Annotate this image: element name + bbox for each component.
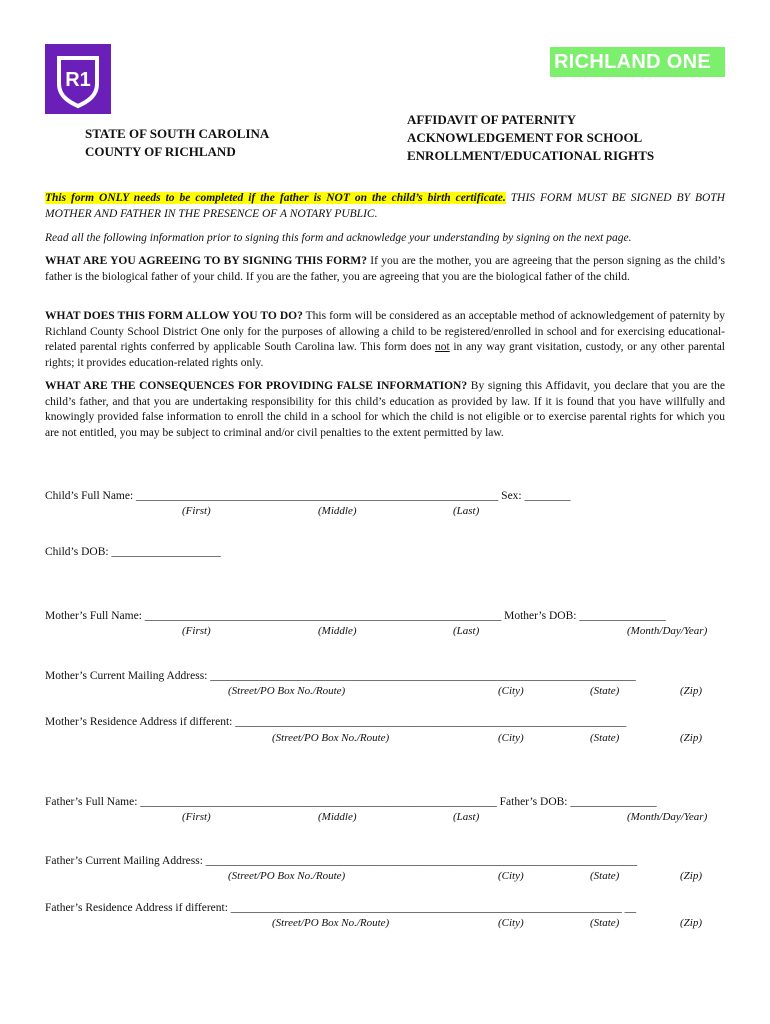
father-name-field[interactable]: Father’s Full Name: ______________________________________________________________ Father’s DOB: _______________ xyxy=(45,796,657,808)
mother-dob-format: (Month/Day/Year) xyxy=(627,625,708,637)
shield-logo-icon xyxy=(45,44,111,114)
child-middle-label: (Middle) xyxy=(318,505,357,517)
allow-answer-2: in any way grant visitation, custody, or any other parental rights; it provides education-related rights only. xyxy=(45,341,725,369)
father-res-zip-label: (Zip) xyxy=(680,917,702,929)
father-mail-state-label: (State) xyxy=(590,870,620,882)
false-info-section xyxy=(45,379,725,441)
title-line-2: ACKNOWLEDGEMENT FOR SCHOOL xyxy=(407,130,643,145)
child-dob-field[interactable]: Child’s DOB: ___________________ xyxy=(45,546,221,558)
false-info-answer: By signing this Affidavit, you declare that you are the child’s father, and that you are undertaking responsibility for this child’s education as provided by law. If it is found that you have willfully and knowingly provided false information to enroll the child in a school for which the child is not eligible or to exercise parental rights for which you are not entitled, you may be subject to criminal and/or civil penalties to the extent permitted by law. xyxy=(45,380,725,439)
mother-mail-zip-label: (Zip) xyxy=(680,685,702,697)
mother-name-field[interactable]: Mother’s Full Name: ______________________________________________________________ Mother’s DOB: _______________ xyxy=(45,610,666,622)
agree-answer: If you are the mother, you are agreeing that the person signing as the child’s father is the biological father of your child. If you are the father, you are agreeing that you are the biological father of the child. xyxy=(45,255,725,283)
intro-highlight: This form ONLY needs to be completed if the father is NOT on the child’s birth certificate. xyxy=(45,192,506,204)
read-all-note: Read all the following information prior to signing this form and acknowledge your understanding by signing on the next page. xyxy=(45,232,632,244)
false-info-question: WHAT ARE THE CONSEQUENCES FOR PROVIDING FALSE INFORMATION? xyxy=(45,380,468,392)
father-mail-zip-label: (Zip) xyxy=(680,870,702,882)
mother-res-street-label: (Street/PO Box No./Route) xyxy=(272,732,390,744)
intro-paragraph xyxy=(45,191,725,222)
district-logo xyxy=(45,44,111,114)
father-mailing-field[interactable]: Father’s Current Mailing Address: ___________________________________________________________________________ xyxy=(45,855,638,867)
father-dob-format: (Month/Day/Year) xyxy=(627,811,708,823)
agree-question: WHAT ARE YOU AGREEING TO BY SIGNING THIS FORM? xyxy=(45,255,368,267)
mother-first-label: (First) xyxy=(182,625,211,637)
allow-not: not xyxy=(435,341,450,353)
allow-answer-1: This form will be considered as an acceptable method of acknowledgement of paternity by Richland County School District One only for the purposes of allowing a child to be registered/enrolled in school and for exercising educational-related parental rights conferred by applicable South Carolina law. This form does xyxy=(45,310,725,353)
allow-question: WHAT DOES THIS FORM ALLOW YOU TO DO? xyxy=(45,310,303,322)
mother-res-city-label: (City) xyxy=(498,732,524,744)
mother-last-label: (Last) xyxy=(453,625,480,637)
mother-res-state-label: (State) xyxy=(590,732,620,744)
mother-mail-street-label: (Street/PO Box No./Route) xyxy=(228,685,346,697)
father-last-label: (Last) xyxy=(453,811,480,823)
logo-text: R1 xyxy=(65,69,91,91)
child-first-label: (First) xyxy=(182,505,211,517)
title-line-1: AFFIDAVIT OF PATERNITY xyxy=(407,112,577,127)
allow-section xyxy=(45,309,725,371)
father-first-label: (First) xyxy=(182,811,211,823)
mother-mail-city-label: (City) xyxy=(498,685,524,697)
brand-name: RICHLAND ONE xyxy=(554,51,711,73)
father-res-city-label: (City) xyxy=(498,917,524,929)
father-mail-city-label: (City) xyxy=(498,870,524,882)
agree-section xyxy=(45,254,725,285)
mother-middle-label: (Middle) xyxy=(318,625,357,637)
father-res-street-label: (Street/PO Box No./Route) xyxy=(272,917,390,929)
mother-mail-state-label: (State) xyxy=(590,685,620,697)
intro-notary-note: THIS FORM MUST BE SIGNED BY BOTH MOTHER AND FATHER IN THE PRESENCE OF A NOTARY PUBLIC. xyxy=(45,192,725,220)
child-last-label: (Last) xyxy=(453,505,480,517)
mother-mailing-field[interactable]: Mother’s Current Mailing Address: __________________________________________________________________________ xyxy=(45,670,636,682)
document-title xyxy=(407,111,654,165)
state-county-block xyxy=(85,125,269,161)
state-line: STATE OF SOUTH CAROLINA xyxy=(85,126,270,141)
mother-residence-field[interactable]: Mother’s Residence Address if different: ____________________________________________________________________ xyxy=(45,716,627,728)
county-line: COUNTY OF RICHLAND xyxy=(85,144,236,159)
brand-bar xyxy=(550,47,725,77)
title-line-3: ENROLLMENT/EDUCATIONAL RIGHTS xyxy=(407,148,655,163)
father-middle-label: (Middle) xyxy=(318,811,357,823)
father-residence-field[interactable]: Father’s Residence Address if different: ____________________________________________________________________ __ xyxy=(45,902,637,914)
father-mail-street-label: (Street/PO Box No./Route) xyxy=(228,870,346,882)
mother-res-zip-label: (Zip) xyxy=(680,732,702,744)
father-res-state-label: (State) xyxy=(590,917,620,929)
child-name-field[interactable]: Child’s Full Name: _______________________________________________________________ Sex: ________ xyxy=(45,490,571,502)
